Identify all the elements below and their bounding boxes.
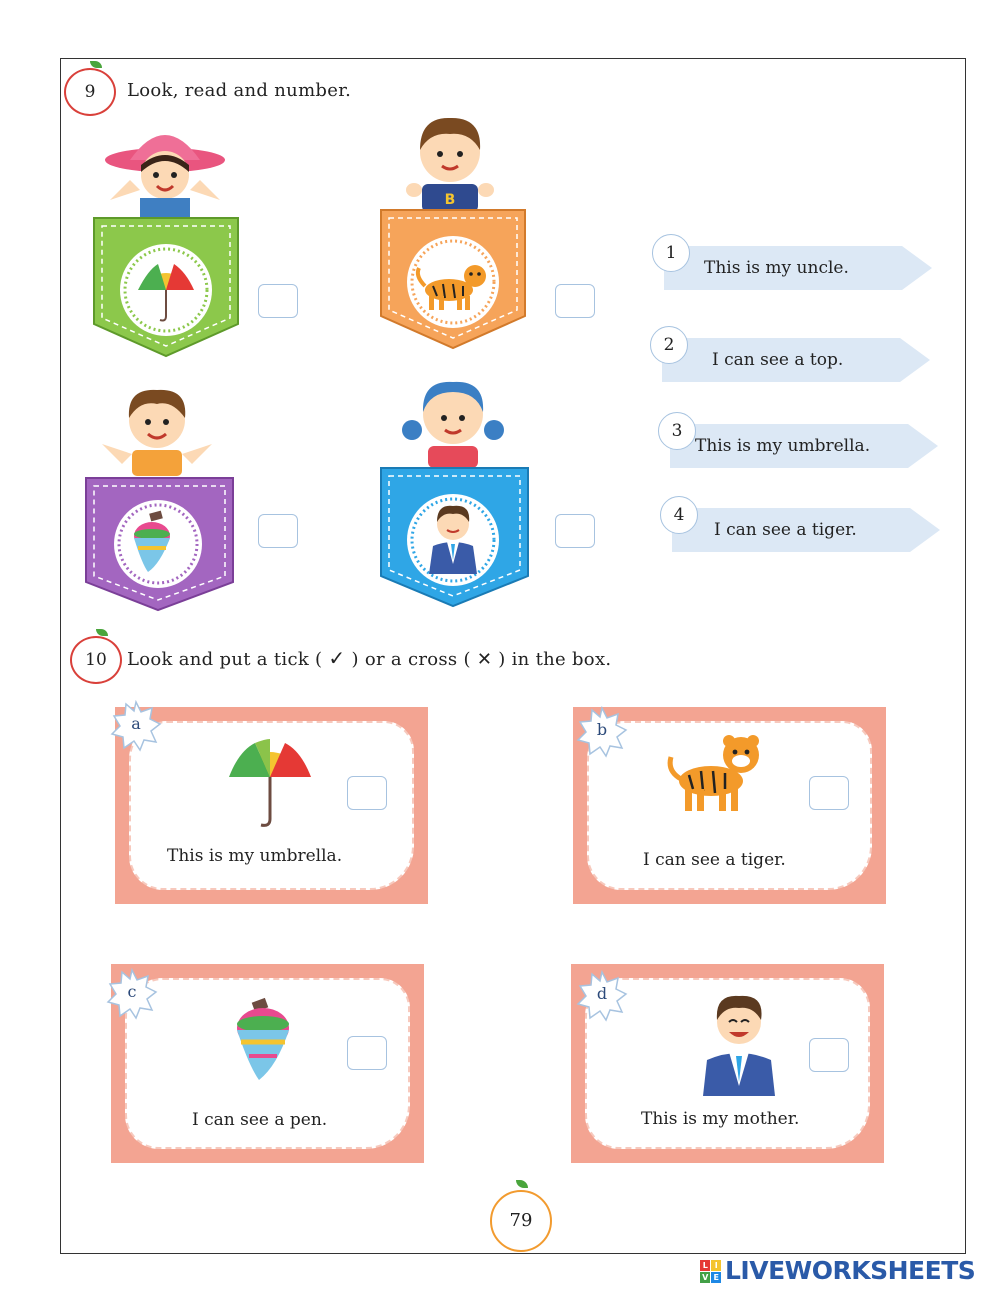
- boy-waving-picture: [92, 384, 222, 476]
- logo-blocks-icon: L I V E: [700, 1260, 722, 1284]
- sentence-4-number: 4: [660, 496, 698, 534]
- exercise-9-number: 9: [64, 68, 116, 116]
- sentence-2-text: I can see a top.: [712, 350, 844, 370]
- pocket-3-answer-box[interactable]: [258, 514, 298, 548]
- exercise-10-number: 10: [70, 636, 122, 684]
- girl-with-hat-picture: [100, 120, 230, 220]
- liveworksheets-logo: [700, 1256, 975, 1286]
- card-b-answer-box[interactable]: [809, 776, 849, 810]
- card-a-text: This is my umbrella.: [167, 846, 343, 866]
- sentence-1-text: This is my uncle.: [704, 258, 849, 278]
- tick-icon: ✓: [328, 646, 346, 670]
- sentence-3-number: 3: [658, 412, 696, 450]
- sentence-3-text: This is my umbrella.: [695, 436, 871, 456]
- card-b-text: I can see a tiger.: [643, 850, 786, 870]
- pocket-2-answer-box[interactable]: [555, 284, 595, 318]
- card-a-badge: a: [110, 700, 162, 752]
- card-d-badge: d: [576, 970, 628, 1022]
- pocket-man: [377, 464, 529, 604]
- page-number: 79: [490, 1190, 552, 1252]
- pocket-spinning-top: [82, 474, 234, 614]
- pocket-1-answer-box[interactable]: [258, 284, 298, 318]
- logo-text: LIVEWORKSHEETS: [725, 1256, 976, 1285]
- card-d-text: This is my mother.: [641, 1109, 800, 1129]
- pocket-4-answer-box[interactable]: [555, 514, 595, 548]
- sentence-3: [670, 421, 938, 468]
- girl-pigtails-picture: [398, 374, 508, 468]
- card-b-badge: b: [576, 706, 628, 758]
- pocket-tiger: [377, 206, 529, 346]
- tiger-picture: [663, 731, 773, 821]
- card-c-text: I can see a pen.: [192, 1110, 328, 1130]
- sentence-2-number: 2: [650, 326, 688, 364]
- sentence-4-text: I can see a tiger.: [714, 520, 857, 540]
- card-c-badge: c: [106, 968, 158, 1020]
- card-a-answer-box[interactable]: [347, 776, 387, 810]
- exercise-10-title: Look and put a tick ( ✓ ) or a cross ( ✕ ) in the box.: [127, 646, 612, 670]
- man-picture: [699, 990, 779, 1096]
- card-d-answer-box[interactable]: [809, 1038, 849, 1072]
- boy-picture: [400, 112, 500, 212]
- spinning-top-picture: [229, 996, 299, 1086]
- shirt-letter: B: [444, 192, 456, 208]
- umbrella-picture: [225, 737, 315, 829]
- sentence-2: [662, 335, 930, 382]
- card-c-answer-box[interactable]: [347, 1036, 387, 1070]
- sentence-1-number: 1: [652, 234, 690, 272]
- sentence-1: [664, 243, 932, 290]
- cross-icon: ✕: [476, 649, 493, 670]
- pocket-umbrella: [90, 214, 242, 354]
- exercise-9-title: Look, read and number.: [127, 80, 352, 101]
- sentence-4: [672, 505, 940, 552]
